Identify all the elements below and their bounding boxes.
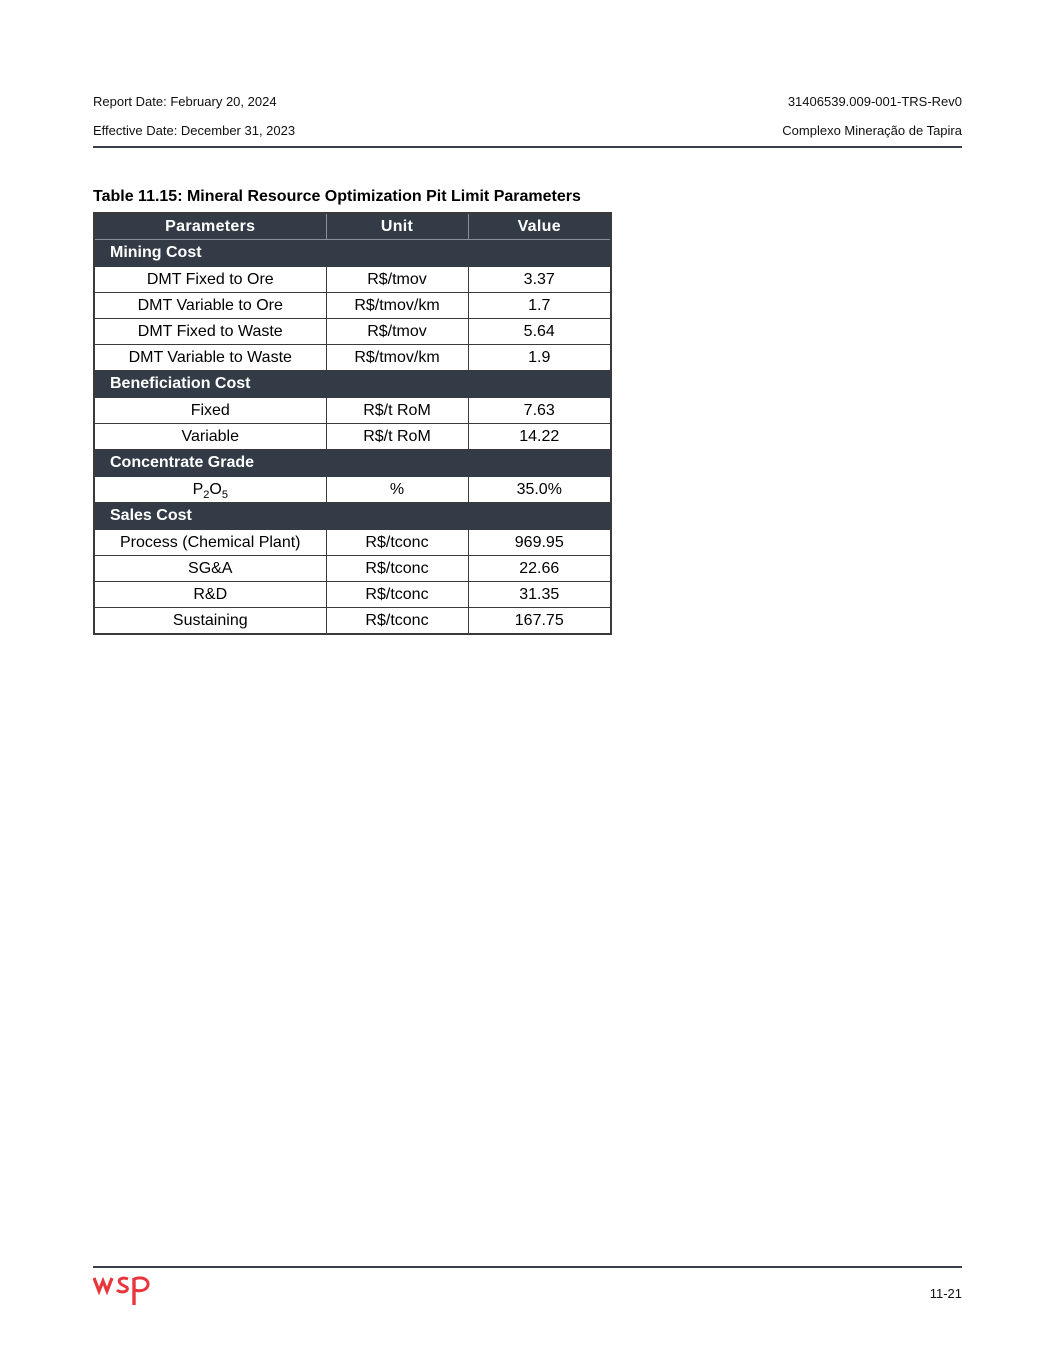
formula-element-o: O [209,480,222,498]
page-number: 11-21 [929,1286,962,1301]
column-header-unit: Unit [326,213,468,240]
table-header-row [94,213,611,240]
cell-value: 969.95 [468,530,611,556]
section-label: Concentrate Grade [94,450,611,477]
table-row [94,556,611,582]
cell-unit: R$/tconc [326,530,468,556]
cell-parameter: DMT Fixed to Waste [94,319,326,345]
effective-date: Effective Date: December 31, 2023 [93,123,296,138]
table-row [94,293,611,319]
cell-unit: R$/tconc [326,582,468,608]
project-name: Complexo Mineração de Tapira [782,123,962,138]
table-row [94,398,611,424]
cell-value: 22.66 [468,556,611,582]
cell-parameter: R&D [94,582,326,608]
section-row-beneficiation-cost [94,371,611,398]
section-row-concentrate-grade [94,450,611,477]
cell-value: 1.7 [468,293,611,319]
footer-divider [93,1266,962,1268]
cell-value: 5.64 [468,319,611,345]
formula-element-p: P [192,480,204,498]
formula-subscript-2: 2 [203,488,210,501]
wsp-logo-icon [93,1274,157,1308]
cell-unit: R$/tmov [326,267,468,293]
table-row [94,477,611,503]
cell-value: 1.9 [468,345,611,371]
cell-unit: R$/tconc [326,556,468,582]
cell-parameter: Fixed [94,398,326,424]
cell-parameter [94,477,326,503]
cell-unit: R$/t RoM [326,398,468,424]
formula-subscript-5: 5 [221,488,228,501]
table-row [94,424,611,450]
section-row-mining-cost [94,240,611,267]
cell-parameter: Sustaining [94,608,326,635]
header-divider [93,146,962,148]
cell-parameter: DMT Variable to Ore [94,293,326,319]
document-number: 31406539.009-001-TRS-Rev0 [787,94,962,109]
section-row-sales-cost [94,503,611,530]
cell-value: 14.22 [468,424,611,450]
cell-unit: R$/tconc [326,608,468,635]
cell-parameter: Process (Chemical Plant) [94,530,326,556]
cell-parameter: Variable [94,424,326,450]
column-header-parameters: Parameters [94,213,326,240]
table-row [94,582,611,608]
table-row [94,530,611,556]
column-header-value: Value [468,213,611,240]
table-row [94,345,611,371]
cell-value: 31.35 [468,582,611,608]
wsp-logo [93,1274,157,1313]
table-row [94,608,611,635]
cell-unit: R$/tmov/km [326,345,468,371]
cell-unit: % [326,477,468,503]
table-row [94,319,611,345]
cell-value: 7.63 [468,398,611,424]
cell-parameter: SG&A [94,556,326,582]
cell-parameter: DMT Fixed to Ore [94,267,326,293]
cell-unit: R$/t RoM [326,424,468,450]
cell-unit: R$/tmov [326,319,468,345]
table-row [94,267,611,293]
cell-value: 35.0% [468,477,611,503]
cell-value: 3.37 [468,267,611,293]
cell-unit: R$/tmov/km [326,293,468,319]
cell-parameter: DMT Variable to Waste [94,345,326,371]
report-date: Report Date: February 20, 2024 [93,94,277,109]
table-title: Table 11.15: Mineral Resource Optimization Pit Limit Parameters [93,188,581,205]
cell-value: 167.75 [468,608,611,635]
section-label: Mining Cost [94,240,611,267]
section-label: Beneficiation Cost [94,371,611,398]
parameters-table [93,212,612,635]
section-label: Sales Cost [94,503,611,530]
